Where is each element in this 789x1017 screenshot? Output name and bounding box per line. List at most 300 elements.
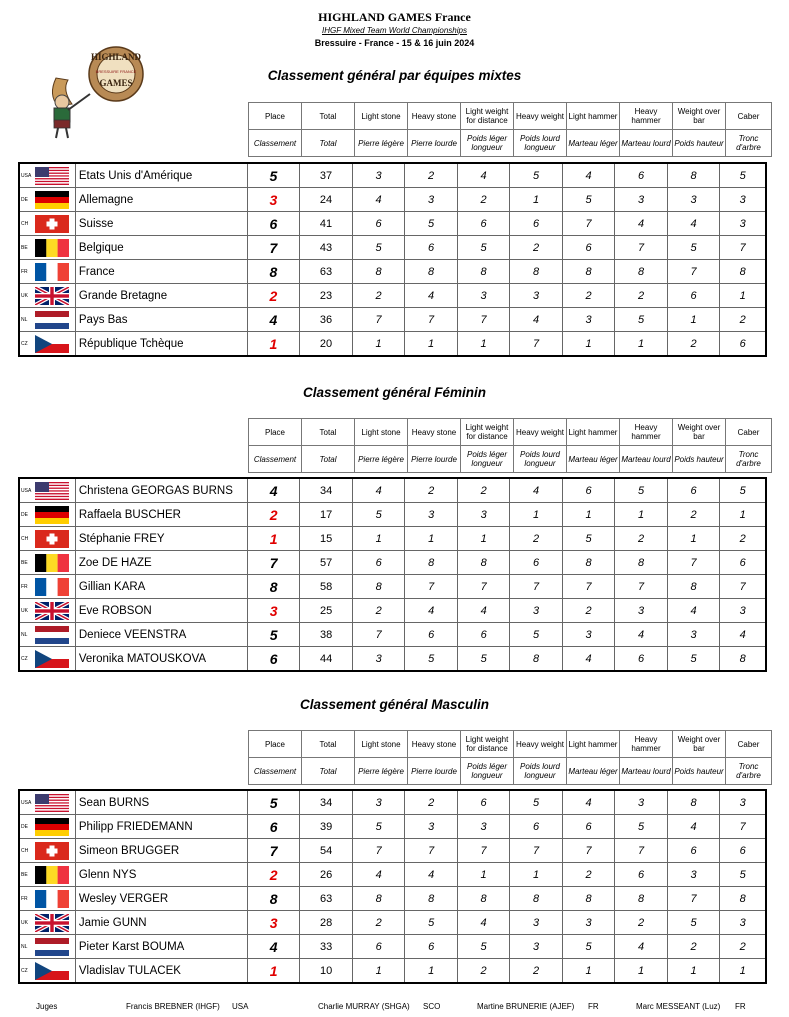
table-row bbox=[19, 790, 766, 815]
flag-cell bbox=[35, 478, 75, 503]
event-score: 1 bbox=[667, 527, 719, 551]
event-score: 2 bbox=[352, 284, 405, 308]
event-score: 8 bbox=[562, 887, 614, 911]
competitor-name: République Tchèque bbox=[75, 332, 247, 357]
event-score: 8 bbox=[615, 260, 668, 284]
event-score: 1 bbox=[562, 503, 614, 527]
column-header-en: Caber bbox=[726, 103, 772, 130]
country-code: BE bbox=[19, 236, 35, 260]
score-header-table bbox=[248, 418, 772, 473]
flag-cell bbox=[35, 551, 75, 575]
event-score: 7 bbox=[510, 839, 562, 863]
column-header-fr: Marteau léger bbox=[567, 446, 620, 473]
event-score: 8 bbox=[405, 887, 457, 911]
flag-cell bbox=[35, 815, 75, 839]
event-score: 7 bbox=[510, 332, 563, 357]
event-score: 2 bbox=[352, 599, 404, 623]
place-value: 8 bbox=[247, 887, 300, 911]
column-header-fr: Pierre légère bbox=[355, 758, 408, 785]
column-header-en: Heavy weight bbox=[514, 419, 567, 446]
event-score: 4 bbox=[562, 790, 614, 815]
flag-cell bbox=[35, 863, 75, 887]
place-value: 4 bbox=[247, 478, 300, 503]
table-row bbox=[19, 911, 766, 935]
flag-cell bbox=[35, 163, 75, 188]
event-score: 2 bbox=[457, 188, 510, 212]
flag-czech-icon bbox=[35, 962, 69, 980]
event-score: 4 bbox=[405, 284, 458, 308]
judge-country: FR bbox=[588, 1002, 599, 1011]
country-code: CH bbox=[19, 527, 35, 551]
place-value: 6 bbox=[247, 212, 300, 236]
place-value: 7 bbox=[247, 839, 300, 863]
flag-netherlands-icon bbox=[35, 311, 69, 329]
table-row bbox=[19, 599, 766, 623]
event-score: 4 bbox=[720, 623, 766, 647]
event-score: 2 bbox=[510, 959, 562, 984]
event-score: 3 bbox=[720, 911, 766, 935]
event-score: 3 bbox=[457, 815, 509, 839]
event-score: 1 bbox=[615, 959, 667, 984]
event-score: 8 bbox=[615, 551, 667, 575]
table-row bbox=[19, 935, 766, 959]
event-score: 1 bbox=[352, 959, 404, 984]
event-score: 6 bbox=[720, 332, 766, 357]
judge-country: SCO bbox=[423, 1002, 441, 1011]
event-score: 1 bbox=[457, 863, 509, 887]
event-score: 8 bbox=[352, 575, 404, 599]
event-score: 3 bbox=[562, 623, 614, 647]
event-score: 8 bbox=[510, 887, 562, 911]
table-row bbox=[19, 478, 766, 503]
event-score: 4 bbox=[405, 863, 457, 887]
event-score: 7 bbox=[405, 839, 457, 863]
competitor-name: Pays Bas bbox=[75, 308, 247, 332]
place-value: 3 bbox=[247, 599, 300, 623]
event-score: 5 bbox=[562, 188, 615, 212]
event-score: 2 bbox=[615, 911, 667, 935]
country-code: USA bbox=[19, 478, 35, 503]
event-score: 7 bbox=[720, 236, 766, 260]
event-score: 3 bbox=[405, 815, 457, 839]
column-header-fr: Poids lourd longueur bbox=[514, 758, 567, 785]
competitor-name: Eve ROBSON bbox=[75, 599, 247, 623]
country-code: USA bbox=[19, 790, 35, 815]
column-header-fr: Pierre légère bbox=[355, 130, 408, 157]
table-row bbox=[19, 308, 766, 332]
competitor-name: Etats Unis d'Amérique bbox=[75, 163, 247, 188]
country-code: FR bbox=[19, 887, 35, 911]
column-header-fr: Total bbox=[302, 446, 355, 473]
ranking-table bbox=[18, 162, 767, 357]
place-value: 4 bbox=[247, 935, 300, 959]
total-value: 33 bbox=[300, 935, 353, 959]
table-row bbox=[19, 959, 766, 984]
table-row bbox=[19, 623, 766, 647]
event-score: 7 bbox=[615, 236, 668, 260]
ranking-table bbox=[18, 477, 767, 672]
column-header-fr: Pierre lourde bbox=[408, 446, 461, 473]
column-header-en: Light weight for distance bbox=[461, 103, 514, 130]
event-score: 5 bbox=[457, 236, 510, 260]
total-value: 57 bbox=[300, 551, 353, 575]
event-score: 3 bbox=[720, 212, 766, 236]
event-score: 5 bbox=[615, 815, 667, 839]
event-score: 5 bbox=[720, 478, 766, 503]
competitor-name: Deniece VEENSTRA bbox=[75, 623, 247, 647]
place-value: 1 bbox=[247, 527, 300, 551]
logo-text-bottom: GAMES bbox=[99, 78, 133, 88]
event-score: 4 bbox=[562, 647, 614, 672]
flag-switzerland-icon bbox=[35, 215, 69, 233]
column-header-en: Light stone bbox=[355, 103, 408, 130]
event-score: 8 bbox=[562, 551, 614, 575]
flag-netherlands-icon bbox=[35, 626, 69, 644]
competitor-name: Gillian KARA bbox=[75, 575, 247, 599]
table-row bbox=[19, 551, 766, 575]
event-score: 2 bbox=[405, 790, 457, 815]
event-score: 6 bbox=[405, 236, 458, 260]
event-score: 2 bbox=[405, 163, 458, 188]
total-value: 63 bbox=[300, 260, 353, 284]
flag-usa-icon bbox=[35, 167, 69, 185]
column-header-en: Heavy weight bbox=[514, 731, 567, 758]
column-header-en: Light weight for distance bbox=[461, 731, 514, 758]
event-score: 2 bbox=[667, 935, 719, 959]
competitor-name: Veronika MATOUSKOVA bbox=[75, 647, 247, 672]
column-header-en: Heavy stone bbox=[408, 103, 461, 130]
logo-text-top: HIGHLAND bbox=[90, 52, 142, 62]
event-score: 7 bbox=[667, 260, 720, 284]
column-header-en: Light stone bbox=[355, 731, 408, 758]
competitor-name: Simeon BRUGGER bbox=[75, 839, 247, 863]
event-score: 4 bbox=[510, 308, 563, 332]
event-score: 1 bbox=[405, 332, 458, 357]
column-header-en: Light hammer bbox=[567, 103, 620, 130]
judges-label: Juges bbox=[36, 1002, 58, 1011]
column-header-en: Light hammer bbox=[567, 731, 620, 758]
flag-cell bbox=[35, 260, 75, 284]
country-code: CZ bbox=[19, 959, 35, 984]
event-score: 8 bbox=[667, 163, 720, 188]
event-score: 7 bbox=[615, 575, 667, 599]
event-score: 2 bbox=[562, 284, 615, 308]
column-header-en: Caber bbox=[726, 731, 772, 758]
event-score: 4 bbox=[667, 212, 720, 236]
event-score: 5 bbox=[457, 935, 509, 959]
flag-cell bbox=[35, 887, 75, 911]
event-score: 5 bbox=[562, 527, 614, 551]
event-score: 8 bbox=[510, 647, 562, 672]
event-score: 3 bbox=[352, 163, 405, 188]
flag-cell bbox=[35, 284, 75, 308]
flag-france-icon bbox=[35, 578, 69, 596]
highland-games-logo bbox=[38, 40, 150, 140]
country-code: CH bbox=[19, 839, 35, 863]
event-score: 1 bbox=[615, 332, 668, 357]
country-code: CZ bbox=[19, 647, 35, 672]
column-header-fr: Pierre légère bbox=[355, 446, 408, 473]
event-score: 1 bbox=[720, 503, 766, 527]
column-header-fr: Classement bbox=[249, 758, 302, 785]
event-score: 7 bbox=[615, 839, 667, 863]
event-score: 5 bbox=[457, 647, 509, 672]
event-score: 4 bbox=[352, 478, 404, 503]
column-header-fr: Tronc d'arbre bbox=[726, 758, 772, 785]
event-score: 4 bbox=[352, 188, 405, 212]
event-score: 8 bbox=[615, 887, 667, 911]
table-row bbox=[19, 260, 766, 284]
column-header-fr: Marteau lourd bbox=[620, 130, 673, 157]
column-header-fr: Total bbox=[302, 130, 355, 157]
event-score: 5 bbox=[405, 212, 458, 236]
judge-name: Charlie MURRAY (SHGA) bbox=[318, 1002, 410, 1011]
event-score: 7 bbox=[562, 212, 615, 236]
column-header-fr: Classement bbox=[249, 130, 302, 157]
event-score: 2 bbox=[457, 959, 509, 984]
flag-germany-icon bbox=[35, 191, 69, 209]
country-code: DE bbox=[19, 815, 35, 839]
event-score: 8 bbox=[720, 647, 766, 672]
flag-cell bbox=[35, 790, 75, 815]
event-score: 7 bbox=[352, 839, 404, 863]
event-score: 5 bbox=[667, 911, 719, 935]
total-value: 54 bbox=[300, 839, 353, 863]
event-score: 2 bbox=[510, 527, 562, 551]
flag-cell bbox=[35, 599, 75, 623]
column-header-fr: Poids lourd longueur bbox=[514, 130, 567, 157]
event-score: 2 bbox=[720, 527, 766, 551]
column-header-en: Weight over bar bbox=[673, 731, 726, 758]
event-score: 8 bbox=[720, 887, 766, 911]
event-score: 4 bbox=[510, 478, 562, 503]
flag-cell bbox=[35, 839, 75, 863]
flag-cell bbox=[35, 911, 75, 935]
place-value: 3 bbox=[247, 911, 300, 935]
event-score: 1 bbox=[615, 503, 667, 527]
event-score: 6 bbox=[510, 551, 562, 575]
event-score: 3 bbox=[615, 188, 668, 212]
column-header-fr: Tronc d'arbre bbox=[726, 130, 772, 157]
event-score: 6 bbox=[510, 212, 563, 236]
column-header-fr: Poids léger longueur bbox=[461, 758, 514, 785]
flag-cell bbox=[35, 212, 75, 236]
competitor-name: Jamie GUNN bbox=[75, 911, 247, 935]
place-value: 8 bbox=[247, 260, 300, 284]
column-header-en: Light stone bbox=[355, 419, 408, 446]
event-score: 8 bbox=[457, 551, 509, 575]
column-header-en: Light weight for distance bbox=[461, 419, 514, 446]
event-score: 2 bbox=[510, 236, 563, 260]
event-score: 5 bbox=[352, 503, 404, 527]
column-header-fr: Marteau léger bbox=[567, 758, 620, 785]
event-score: 8 bbox=[405, 260, 458, 284]
table-row bbox=[19, 527, 766, 551]
event-score: 3 bbox=[562, 911, 614, 935]
country-code: DE bbox=[19, 503, 35, 527]
event-score: 1 bbox=[720, 959, 766, 984]
table-row bbox=[19, 236, 766, 260]
event-score: 5 bbox=[720, 163, 766, 188]
total-value: 41 bbox=[300, 212, 353, 236]
flag-uk-icon bbox=[35, 914, 69, 932]
column-header-fr: Total bbox=[302, 758, 355, 785]
flag-cell bbox=[35, 623, 75, 647]
competitor-name: Christena GEORGAS BURNS bbox=[75, 478, 247, 503]
competitor-name: Pieter Karst BOUMA bbox=[75, 935, 247, 959]
column-header-en: Place bbox=[249, 731, 302, 758]
country-code: FR bbox=[19, 575, 35, 599]
event-score: 2 bbox=[405, 478, 457, 503]
event-score: 8 bbox=[667, 575, 719, 599]
event-score: 5 bbox=[667, 647, 719, 672]
event-score: 3 bbox=[720, 188, 766, 212]
competitor-name: Grande Bretagne bbox=[75, 284, 247, 308]
total-value: 28 bbox=[300, 911, 353, 935]
column-header-en: Weight over bar bbox=[673, 419, 726, 446]
event-score: 8 bbox=[667, 790, 719, 815]
event-score: 7 bbox=[352, 308, 405, 332]
event-score: 1 bbox=[720, 284, 766, 308]
event-score: 1 bbox=[510, 863, 562, 887]
document-subtitle: IHGF Mixed Team World Championships bbox=[322, 26, 467, 35]
table-row bbox=[19, 503, 766, 527]
event-score: 3 bbox=[667, 188, 720, 212]
event-score: 6 bbox=[457, 212, 510, 236]
event-score: 4 bbox=[457, 599, 509, 623]
country-code: NL bbox=[19, 623, 35, 647]
country-code: UK bbox=[19, 284, 35, 308]
event-score: 7 bbox=[405, 308, 458, 332]
event-score: 6 bbox=[667, 839, 719, 863]
competitor-name: Stéphanie FREY bbox=[75, 527, 247, 551]
event-score: 3 bbox=[352, 790, 404, 815]
document-title: HIGHLAND GAMES France bbox=[318, 10, 471, 24]
event-score: 4 bbox=[615, 212, 668, 236]
flag-switzerland-icon bbox=[35, 530, 69, 548]
event-score: 6 bbox=[405, 935, 457, 959]
total-value: 24 bbox=[300, 188, 353, 212]
flag-cell bbox=[35, 503, 75, 527]
event-score: 7 bbox=[562, 575, 614, 599]
event-score: 8 bbox=[352, 887, 404, 911]
place-value: 3 bbox=[247, 188, 300, 212]
column-header-fr: Poids hauteur bbox=[673, 758, 726, 785]
total-value: 39 bbox=[300, 815, 353, 839]
judge-country: FR bbox=[735, 1002, 746, 1011]
event-score: 3 bbox=[615, 599, 667, 623]
event-score: 4 bbox=[457, 911, 509, 935]
event-score: 6 bbox=[615, 647, 667, 672]
event-score: 1 bbox=[510, 188, 563, 212]
event-score: 6 bbox=[405, 623, 457, 647]
flag-cell bbox=[35, 188, 75, 212]
column-header-en: Heavy stone bbox=[408, 731, 461, 758]
event-score: 4 bbox=[667, 599, 719, 623]
flag-usa-icon bbox=[35, 794, 69, 812]
event-score: 8 bbox=[562, 260, 615, 284]
event-score: 1 bbox=[457, 332, 510, 357]
column-header-en: Total bbox=[302, 103, 355, 130]
flag-cell bbox=[35, 575, 75, 599]
event-score: 8 bbox=[510, 260, 563, 284]
table-row bbox=[19, 332, 766, 357]
country-code: USA bbox=[19, 163, 35, 188]
event-score: 3 bbox=[405, 188, 458, 212]
column-header-en: Total bbox=[302, 731, 355, 758]
event-score: 8 bbox=[720, 260, 766, 284]
event-score: 4 bbox=[405, 599, 457, 623]
event-score: 7 bbox=[720, 815, 766, 839]
column-header-fr: Poids hauteur bbox=[673, 446, 726, 473]
competitor-name: Sean BURNS bbox=[75, 790, 247, 815]
event-score: 6 bbox=[562, 815, 614, 839]
flag-cell bbox=[35, 332, 75, 357]
flag-uk-icon bbox=[35, 287, 69, 305]
event-score: 3 bbox=[562, 308, 615, 332]
judge-name: Francis BREBNER (IHGF) bbox=[126, 1002, 220, 1011]
event-score: 4 bbox=[352, 863, 404, 887]
competitor-name: Suisse bbox=[75, 212, 247, 236]
country-code: NL bbox=[19, 935, 35, 959]
country-code: UK bbox=[19, 599, 35, 623]
total-value: 58 bbox=[300, 575, 353, 599]
table-row bbox=[19, 163, 766, 188]
event-score: 8 bbox=[405, 551, 457, 575]
flag-uk-icon bbox=[35, 602, 69, 620]
event-score: 5 bbox=[562, 935, 614, 959]
place-value: 8 bbox=[247, 575, 300, 599]
flag-cell bbox=[35, 959, 75, 984]
event-score: 6 bbox=[457, 623, 509, 647]
total-value: 34 bbox=[300, 478, 353, 503]
country-code: NL bbox=[19, 308, 35, 332]
table-row bbox=[19, 575, 766, 599]
event-score: 7 bbox=[405, 575, 457, 599]
event-score: 1 bbox=[457, 527, 509, 551]
total-value: 63 bbox=[300, 887, 353, 911]
event-score: 3 bbox=[720, 790, 766, 815]
event-score: 6 bbox=[352, 935, 404, 959]
competitor-name: Wesley VERGER bbox=[75, 887, 247, 911]
score-header-table bbox=[248, 730, 772, 785]
event-score: 7 bbox=[457, 839, 509, 863]
flag-cell bbox=[35, 647, 75, 672]
flag-netherlands-icon bbox=[35, 938, 69, 956]
event-score: 3 bbox=[457, 503, 509, 527]
place-value: 2 bbox=[247, 863, 300, 887]
flag-cell bbox=[35, 935, 75, 959]
event-score: 4 bbox=[615, 623, 667, 647]
event-score: 6 bbox=[352, 551, 404, 575]
event-score: 3 bbox=[667, 623, 719, 647]
event-score: 5 bbox=[510, 163, 563, 188]
column-header-fr: Marteau lourd bbox=[620, 758, 673, 785]
event-score: 2 bbox=[615, 527, 667, 551]
country-code: CH bbox=[19, 212, 35, 236]
total-value: 17 bbox=[300, 503, 353, 527]
event-score: 6 bbox=[667, 284, 720, 308]
table-row bbox=[19, 647, 766, 672]
event-score: 3 bbox=[720, 599, 766, 623]
competitor-name: Philipp FRIEDEMANN bbox=[75, 815, 247, 839]
place-value: 6 bbox=[247, 815, 300, 839]
total-value: 38 bbox=[300, 623, 353, 647]
event-score: 6 bbox=[562, 236, 615, 260]
event-score: 3 bbox=[615, 790, 667, 815]
place-value: 6 bbox=[247, 647, 300, 672]
event-score: 6 bbox=[352, 212, 405, 236]
